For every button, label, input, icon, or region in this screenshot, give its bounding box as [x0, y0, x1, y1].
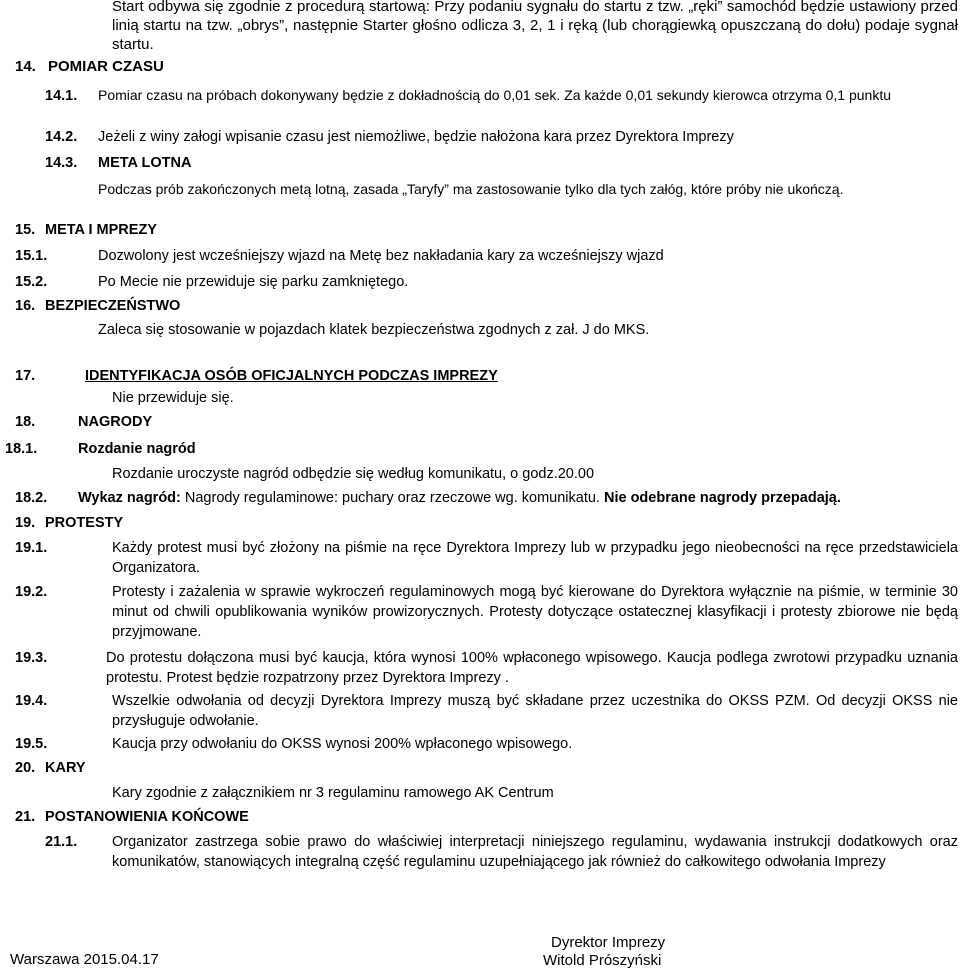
section-18-1-text: Rozdanie uroczyste nagród odbędzie się według komunikatu, o godz.20.00 — [112, 466, 595, 482]
section-19-1-text: Każdy protest musi być złożony na piśmie na ręce Dyrektora Imprezy lub w przypadku jego nieobecności na ręce przedstawiciela Organizatora. — [112, 540, 958, 576]
section-18-number: 18. — [15, 414, 36, 430]
section-18-title: NAGRODY — [78, 414, 153, 430]
section-20-number: 20. — [15, 760, 36, 776]
section-19-3-text: Do protestu dołączona musi być kaucja, która wynosi 100% wpłaconego wpisowego. Kaucja podlega zwrotowi przypadku uznania protestu. Protest będzie rozpatrzony przez Dyrektora Imprezy . — [106, 650, 958, 686]
section-15-2-text: Po Mecie nie przewiduje się parku zamkniętego. — [98, 274, 409, 290]
section-20-text: Kary zgodnie z załącznikiem nr 3 regulaminu ramowego AK Centrum — [112, 785, 554, 801]
section-21-1-text: Organizator zastrzega sobie prawo do właściwiej interpretacji niniejszego regulaminu, wydawania instrukcji dodatkowych oraz komunikatów, stanowiących integralną część regulaminu uzupełniającego jak również do całkowitego odwołania Imprezy — [112, 834, 958, 870]
footer-place-date: Warszawa 2015.04.17 — [10, 951, 159, 968]
section-15-1-text: Dozwolony jest wcześniejszy wjazd na Metę bez nakładania kary za wcześniejszy wjazd — [98, 248, 664, 264]
section-14-1-text: Pomiar czasu na próbach dokonywany będzie z dokładnością do 0,01 sek. Za każde 0,01 sekundy kierowca otrzyma 0,1 punktu — [98, 87, 892, 103]
section-18-2-line — [78, 489, 841, 507]
section-14-title: POMIAR CZASU — [48, 58, 164, 75]
section-19-1-number: 19.1. — [15, 540, 48, 556]
section-14-2-number: 14.2. — [45, 129, 78, 145]
section-19-2-number: 19.2. — [15, 584, 48, 600]
section-18-2-text: Nagrody regulaminowe: puchary oraz rzeczowe wg. komunikatu. — [180, 490, 600, 506]
section-16-number: 16. — [15, 298, 36, 314]
section-15-number: 15. — [15, 222, 36, 238]
section-20-title: KARY — [45, 760, 86, 776]
section-19-2-text: Protesty i zażalenia w sprawie wykroczeń regulaminowych mogą być kierowane do Dyrektora wyłącznie na piśmie, w terminie 30 minut od chwili opublikowania wyników prowizorycznych. Protesty dotyczące ostatecznej klasyfikacji i protesty zbiorowe nie będą przyjmowane. — [112, 584, 958, 640]
section-14-3-title: META LOTNA — [98, 155, 192, 171]
section-21-title: POSTANOWIENIA KOŃCOWE — [45, 809, 249, 825]
section-16-text: Zaleca się stosowanie w pojazdach klatek bezpieczeństwa zgodnych z zał. J do MKS. — [98, 322, 650, 338]
section-15-2-number: 15.2. — [15, 274, 48, 290]
section-18-2-bold-text: Nie odebrane nagrody przepadają. — [599, 490, 841, 506]
section-15-title: META I MPREZY — [45, 222, 157, 238]
section-19-4-text: Wszelkie odwołania od decyzji Dyrektora Imprezy muszą być składane przez uczestnika do OKSS PZM. Od decyzji OKSS nie przysługuje odwołanie. — [112, 693, 958, 729]
section-18-1-title: Rozdanie nagród — [78, 441, 196, 457]
section-19-5-text: Kaucja przy odwołaniu do OKSS wynosi 200% wpłaconego wpisowego. — [112, 736, 573, 752]
section-18-2-label: Wykaz nagród: — [78, 490, 181, 506]
section-14-3-text: Podczas prób zakończonych metą lotną, zasada „Taryfy” ma zastosowanie tylko dla tych załóg, które próby nie ukończą. — [98, 181, 844, 197]
section-18-1-number: 18.1. — [5, 441, 38, 457]
section-19-title: PROTESTY — [45, 515, 124, 531]
section-17-title: IDENTYFIKACJA OSÓB OFICJALNYCH PODCZAS IMPREZY — [85, 368, 498, 384]
section-19-5-number: 19.5. — [15, 736, 48, 752]
start-procedure-paragraph: Start odbywa się zgodnie z procedurą startową: Przy podaniu sygnału do startu z tzw. „ręki” samochód będzie ustawiony przed linią startu na tzw. „obrys”, następnie Starter głośno odlicza 3, 2, 1 i ręką (lub chorągiewką opuszczaną do dołu) podaje sygnał startu. — [112, 0, 958, 53]
section-19-3-number: 19.3. — [15, 650, 48, 666]
footer-signature-name: Witold Prószyński — [543, 952, 662, 969]
section-14-1-number: 14.1. — [45, 88, 78, 104]
section-19-4-number: 19.4. — [15, 693, 48, 709]
section-18-2-number: 18.2. — [15, 490, 48, 506]
section-14-3-number: 14.3. — [45, 155, 78, 171]
section-17-text: Nie przewiduje się. — [112, 390, 234, 406]
section-21-1-number: 21.1. — [45, 834, 78, 850]
section-14-2-text: Jeżeli z winy załogi wpisanie czasu jest niemożliwe, będzie nałożona kara przez Dyrektora Imprezy — [98, 129, 734, 145]
section-19-number: 19. — [15, 515, 36, 531]
section-15-1-number: 15.1. — [15, 248, 48, 264]
section-14-number: 14. — [15, 58, 36, 75]
footer-signature-role: Dyrektor Imprezy — [551, 934, 666, 951]
section-16-title: BEZPIECZEŃSTWO — [45, 298, 181, 314]
section-17-number: 17. — [15, 368, 36, 384]
section-21-number: 21. — [15, 809, 36, 825]
